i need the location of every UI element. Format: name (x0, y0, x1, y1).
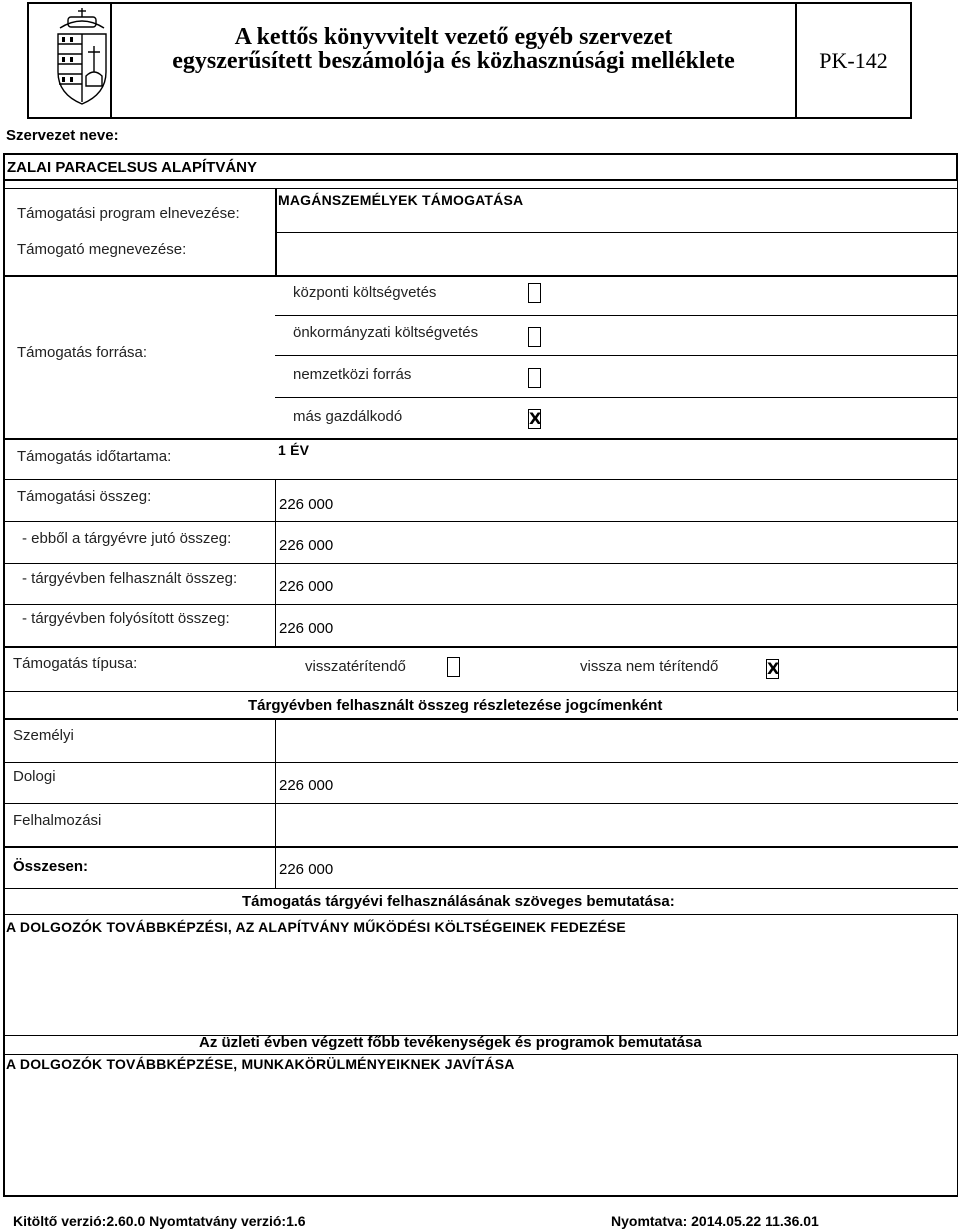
breakdown-investment-label: Felhalmozási (13, 812, 102, 829)
breakdown-material-label: Dologi (13, 768, 56, 785)
year-share-label: - ebből a tárgyévre jutó összeg: (22, 530, 232, 547)
paid-value: 226 000 (279, 620, 334, 637)
activities-heading: Az üzleti évben végzett főbb tevékenységek és programok bemutatása (199, 1034, 702, 1051)
breakdown-total-value: 226 000 (279, 861, 334, 878)
program-label: Támogatási program elnevezése: (17, 205, 240, 222)
duration-label: Támogatás időtartama: (17, 448, 172, 465)
page-title (112, 25, 795, 73)
amount-value: 226 000 (279, 496, 334, 513)
type-nonrefundable-checkbox[interactable]: X (767, 659, 780, 678)
duration-value: 1 ÉV (278, 442, 310, 458)
source-international-checkbox[interactable] (528, 368, 541, 388)
source-other-checkbox[interactable]: X (529, 409, 542, 428)
source-label: Támogatás forrása: (17, 344, 148, 361)
activities-text-box (3, 1054, 958, 1197)
type-label: Támogatás típusa: (13, 655, 138, 672)
footer-printed: Nyomtatva: 2014.05.22 11.36.01 (611, 1213, 819, 1229)
amount-label: Támogatási összeg: (17, 488, 152, 505)
breakdown-heading: Tárgyévben felhasznált összeg részletezése jogcímenként (248, 697, 663, 714)
used-label: - tárgyévben felhasznált összeg: (22, 570, 238, 587)
source-international-label: nemzetközi forrás (293, 366, 412, 383)
usage-text-value: A DOLGOZÓK TOVÁBBKÉPZÉSI, AZ ALAPÍTVÁNY MŰKÖDÉSI KÖLTSÉGEINEK FEDEZÉSE (6, 919, 626, 935)
breakdown-personal-label: Személyi (13, 727, 74, 744)
source-other-label: más gazdálkodó (293, 408, 403, 425)
breakdown-total-label: Összesen: (13, 858, 89, 875)
type-refundable-label: visszatérítendő (305, 658, 406, 675)
source-central-label: központi költségvetés (293, 284, 437, 301)
org-name-label: Szervezet neve: (6, 127, 119, 144)
used-value: 226 000 (279, 578, 334, 595)
program-value: MAGÁNSZEMÉLYEK TÁMOGATÁSA (278, 192, 524, 208)
type-refundable-checkbox[interactable] (447, 657, 460, 677)
form-code: PK-142 (819, 48, 888, 73)
org-name-value: ZALAI PARACELSUS ALAPÍTVÁNY (7, 159, 258, 176)
year-share-value: 226 000 (279, 537, 334, 554)
activities-text-value: A DOLGOZÓK TOVÁBBKÉPZÉSE, MUNKAKÖRÜLMÉNYEIKNEK JAVÍTÁSA (6, 1056, 515, 1072)
footer-version: Kitöltő verzió:2.60.0 Nyomtatvány verzió:1.6 (13, 1213, 306, 1229)
type-nonrefundable-label: vissza nem térítendő (580, 658, 719, 675)
breakdown-material-value: 226 000 (279, 777, 334, 794)
title-line-1: A kettős könyvvitelt vezető egyéb szervezet (234, 24, 673, 50)
usage-heading: Támogatás tárgyévi felhasználásának szöveges bemutatása: (242, 893, 675, 910)
source-central-checkbox[interactable] (528, 283, 541, 303)
paid-label: - tárgyévben folyósított összeg: (22, 610, 230, 627)
supporter-label: Támogató megnevezése: (17, 241, 187, 258)
hungarian-coat-of-arms-icon (50, 6, 114, 110)
source-municipal-checkbox[interactable] (528, 327, 541, 347)
source-municipal-label: önkormányzati költségvetés (293, 324, 479, 341)
title-line-2: egyszerűsített beszámolója és közhasznúsági melléklete (172, 48, 735, 74)
